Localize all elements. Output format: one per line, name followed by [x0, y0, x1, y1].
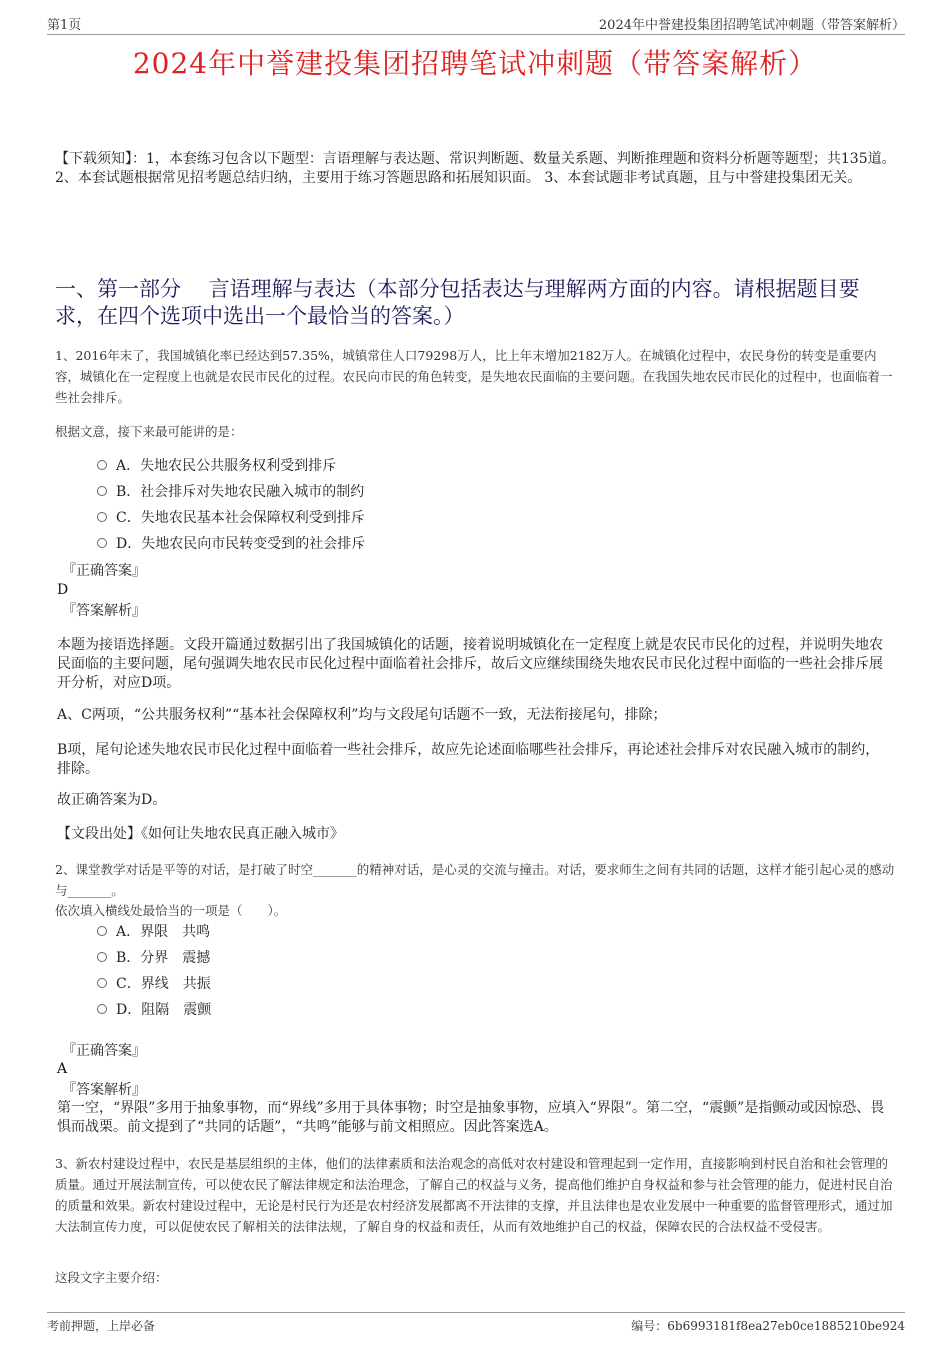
q3-prompt: 这段文字主要介绍： [55, 1270, 168, 1285]
q2-answer-label: 『正确答案』 [62, 1043, 146, 1059]
section-heading: 一、第一部分 言语理解与表达（本部分包括表达与理解两方面的内容。请根据题目要求，在四个选项中选出一个最恰当的答案。） [55, 277, 860, 328]
q1-option-b[interactable]: B．社会排斥对失地农民融入城市的制约 [97, 482, 364, 502]
q2-answer: A [57, 1061, 68, 1077]
radio-icon[interactable] [97, 460, 107, 470]
radio-icon[interactable] [97, 512, 107, 522]
radio-icon[interactable] [97, 952, 107, 962]
q2-stem: 2、课堂教学对话是平等的对话，是打破了时空_______的精神对话，是心灵的交流与撞击。对话，要求师生之间有共同的话题，这样才能引起心灵的感动与_______。 [55, 862, 895, 898]
q1-option-c[interactable]: C．失地农民基本社会保障权利受到排斥 [97, 508, 365, 528]
q1-analysis-para: B项，尾句论述失地农民市民化过程中面临着一些社会排斥，故应先论述面临哪些社会排斥，再论述社会排斥对农民融入城市的制约，排除。 [57, 742, 880, 777]
radio-icon[interactable] [97, 486, 107, 496]
radio-icon[interactable] [97, 538, 107, 548]
q1-prompt: 根据文意，接下来最可能讲的是： [55, 424, 243, 439]
footer-doc-id: 编号：6b6993181f8ea27eb0ce1885210be924 [631, 1319, 905, 1333]
page-title: 2024年中誉建投集团招聘笔试冲刺题（带答案解析） [132, 47, 818, 80]
page-header [47, 14, 905, 35]
q1-analysis-label: 『答案解析』 [62, 603, 146, 619]
q3-stem: 3、新农村建设过程中，农民是基层组织的主体，他们的法律素质和法治观念的高低对农村建设和管理起到一定作用，直接影响到村民自治和社会管理的质量。通过开展法制宣传，可以使农民了解法律规定和法治理念，了解自己的权益与义务，提高他们维护自身权益和参与社会管理的能力，促进村民自治的质量和效果。新农村建设过程中，无论是村民行为还是农村经济发展都离不开法律的支撑，并且法律也是农业发展中一种重要的监督管理形式，通过加大法制宣传力度，可以促使农民了解相关的法律法规，了解自身的权益和责任，从而有效地维护自己的权益，保障农民的合法权益不受侵害。 [55, 1156, 893, 1234]
q2-option-d[interactable]: D．阻隔 震颤 [97, 1000, 211, 1020]
page-footer [47, 1312, 905, 1333]
radio-icon[interactable] [97, 978, 107, 988]
q2-analysis-label: 『答案解析』 [62, 1082, 146, 1098]
q2-option-a[interactable]: A．界限 共鸣 [97, 922, 210, 942]
q2-analysis: 第一空，“界限”多用于抽象事物，而“界线”多用于具体事物；时空是抽象事物，应填入“界限”。第二空，“震颤”是指颤动或因惊恐、畏惧而战栗。前文提到了“共同的话题”，“共鸣”能够与前文相照应。因此答案选A。 [57, 1100, 885, 1135]
footer-slogan: 考前押题，上岸必备 [47, 1319, 156, 1333]
q1-analysis-para: 故正确答案为D。 [57, 792, 167, 808]
q1-stem: 1、2016年末了，我国城镇化率已经达到57.35%，城镇常住人口79298万人，比上年末增加2182万人。在城镇化过程中，农民身份的转变是重要内容，城镇化在一定程度上也就是农民市民化的过程。农民向市民的角色转变，是失地农民面临的主要问题。在我国失地农民市民化的过程中，也面临着一些社会排斥。 [55, 348, 893, 405]
q1-answer-label: 『正确答案』 [62, 563, 146, 579]
download-notice: 【下载须知】：1，本套练习包含以下题型：言语理解与表达题、常识判断题、数量关系题、判断推理题和资料分析题等题型；共135道。 2、本套试题根据常见招考题总结归纳，主要用于练习答题思路和拓展知识面。 3、本套试题非考试真题，且与中誉建投集团无关。 [55, 151, 896, 186]
q2-option-b[interactable]: B．分界 震撼 [97, 948, 210, 968]
q1-option-a[interactable]: A．失地农民公共服务权利受到排斥 [97, 456, 336, 476]
page-number: 第1页 [47, 18, 82, 33]
radio-icon[interactable] [97, 926, 107, 936]
q1-analysis-para: A、C两项，“公共服务权利”“基本社会保障权利”均与文段尾句话题不一致，无法衔接尾句，排除； [57, 707, 667, 723]
radio-icon[interactable] [97, 1004, 107, 1014]
q2-option-c[interactable]: C．界线 共振 [97, 974, 211, 994]
q2-prompt: 依次填入横线处最恰当的一项是（ ）。 [55, 903, 287, 918]
header-doc-title: 2024年中誉建投集团招聘笔试冲刺题（带答案解析） [598, 18, 905, 33]
q1-option-d[interactable]: D．失地农民向市民转变受到的社会排斥 [97, 534, 365, 554]
q1-source: 【文段出处】《如何让失地农民真正融入城市》 [57, 826, 344, 842]
q1-analysis-para: 本题为接语选择题。文段开篇通过数据引出了我国城镇化的话题，接着说明城镇化在一定程度上就是农民市民化的过程，并说明失地农民面临的主要问题，尾句强调失地农民市民化过程中面临着社会排斥，故后文应继续围绕失地农民市民化过程中面临的一些社会排斥展开分析，对应D项。 [57, 637, 883, 691]
q1-answer: D [57, 582, 69, 598]
